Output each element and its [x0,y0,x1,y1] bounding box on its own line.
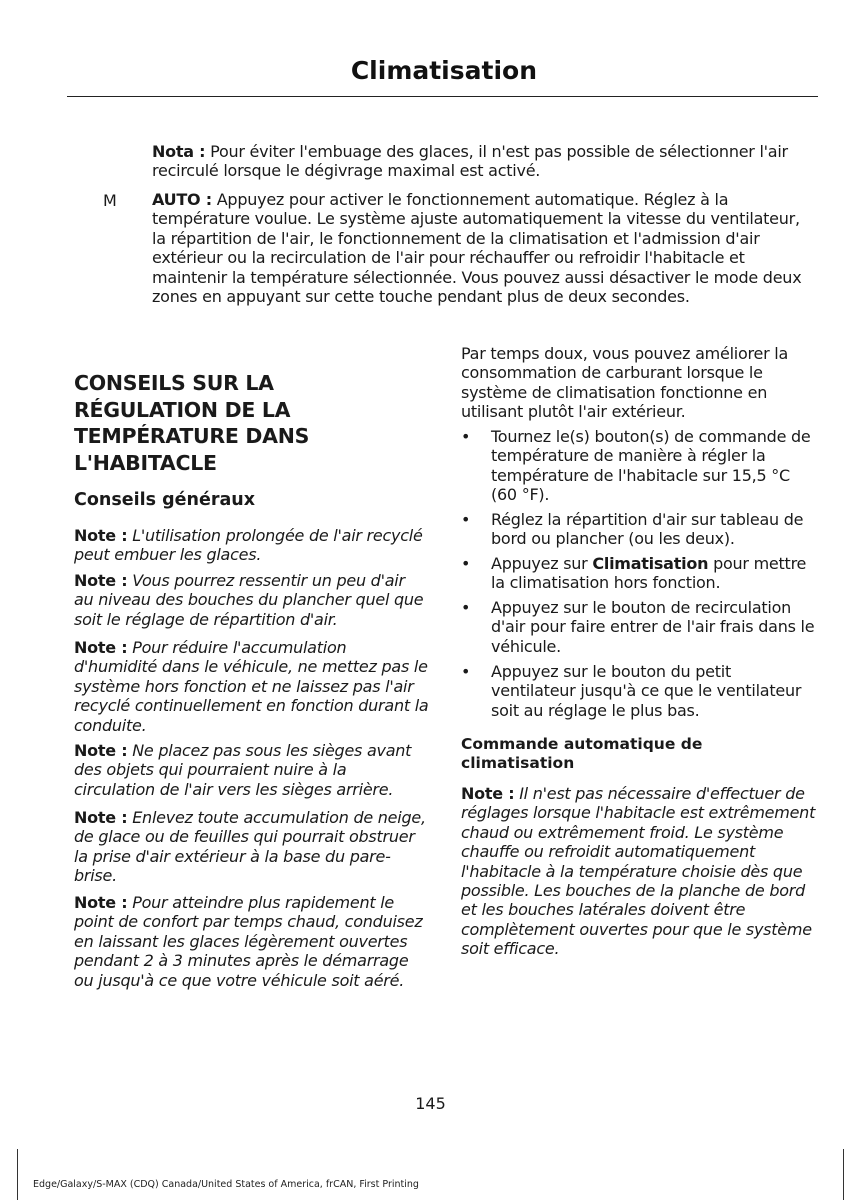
header-divider [67,96,818,97]
bullet-glyph: • [461,662,471,681]
list-item-text: Tournez le(s) bouton(s) de commande de température de manière à régler la température de l'habitacle sur 15,5 °C (60 °F). [491,427,811,505]
list-item-text: Appuyez sur le bouton de recirculation d'air pour faire entrer de l'air frais dans le véhicule. [491,598,815,656]
bullet-glyph: • [461,598,471,617]
list-item-text: Réglez la répartition d'air sur tableau de bord ou plancher (ou les deux). [491,510,804,549]
note-text: Vous pourrez ressentir un peu d'air au niveau des bouches du plancher quel que soit le réglage de répartition d'air. [74,571,424,629]
nota-paragraph [152,142,812,181]
list-item-text: Appuyez sur Climatisation pour mettre la climatisation hors fonction. [491,554,807,593]
note-paragraph [74,526,429,565]
bullet-glyph: • [461,427,471,446]
sub-heading-general: Conseils généraux [74,490,256,510]
note-text: Ne placez pas sous les sièges avant des objets qui pourraient nuire à la circulation de l'air vers les sièges arrière. [74,741,412,799]
page-title: Climatisation [350,56,537,85]
note-text: L'utilisation prolongée de l'air recyclé peut embuer les glaces. [74,526,423,565]
note-text: Enlevez toute accumulation de neige, de glace ou de feuilles qui pourrait obstruer la prise d'air extérieur à la base du pare-brise. [74,808,426,886]
note-label: Note : [74,526,128,545]
note-label: Note : [74,571,128,590]
list-item-text: Appuyez sur le bouton du petit ventilateur jusqu'à ce que le ventilateur soit au réglage le plus bas. [491,662,802,720]
note-paragraph [74,741,429,799]
note-text: Pour réduire l'accumulation d'humidité dans le véhicule, ne mettez pas le système hors fonction et ne laissez pas l'air recyclé continuellement en fonction durant la conduite. [74,638,429,735]
note-paragraph [74,808,429,886]
bullet-glyph: • [461,554,471,573]
note-text: Il n'est pas nécessaire d'effectuer de réglages lorsque l'habitacle est extrêmement chaud ou extrêmement froid. Le système chauffe ou refroidit automatiquement l'habitacle à la température choisie dès que possible. Les bouches de la planche de bord et les bouches latérales doivent être complètement ouvertes pour que le système soit efficace. [461,784,816,959]
note-label: Note : [461,784,515,803]
sub-heading-automatic: Commande automatique de climatisation [461,735,703,772]
note-paragraph [74,571,429,629]
crop-mark-left [0,1149,18,1200]
bullet-glyph: • [461,510,471,529]
intro-paragraph: Par temps doux, vous pouvez améliorer la consommation de carburant lorsque le système de climatisation fonctionne en utilisant plutôt l'air extérieur. [461,344,789,422]
nota-label: Nota : [152,142,206,161]
crop-mark-right [843,1149,861,1200]
note-paragraph [74,893,429,990]
note-paragraph [461,784,816,959]
note-text: Pour atteindre plus rapidement le point de confort par temps chaud, conduisez en laissant les glaces légèrement ouvertes pendant 2 à 3 minutes après le démarrage ou jusqu'à ce que votre véhicule soit aéré. [74,893,423,990]
note-label: Note : [74,808,128,827]
page-number: 145 [415,1094,446,1113]
footer-imprint: Edge/Galaxy/S-MAX (CDQ) Canada/United States of America, frCAN, First Printing [33,1179,419,1190]
auto-paragraph [152,190,812,306]
auto-label: AUTO : [152,190,212,209]
auto-text: Appuyez pour activer le fonctionnement automatique. Réglez à la température voulue. Le système ajuste automatiquement la vitesse du ventilateur, la répartition de l'air, le fonctionnement de la climatisation et l'admission d'air extérieur ou la recirculation de l'air pour réchauffer ou refroidir l'habitacle et maintenir la température sélectionnée. Vous pouvez aussi désactiver le mode deux zones en appuyant sur cette touche pendant plus de deux secondes. [152,190,802,307]
note-label: Note : [74,741,128,760]
button-marker-m: M [103,191,117,210]
nota-text: Pour éviter l'embuage des glaces, il n'est pas possible de sélectionner l'air recirculé lorsque le dégivrage maximal est activé. [152,142,788,181]
note-paragraph [74,638,429,735]
section-heading: CONSEILS SUR LA RÉGULATION DE LA TEMPÉRATURE DANS L'HABITACLE [74,371,310,475]
note-label: Note : [74,638,128,657]
note-label: Note : [74,893,128,912]
